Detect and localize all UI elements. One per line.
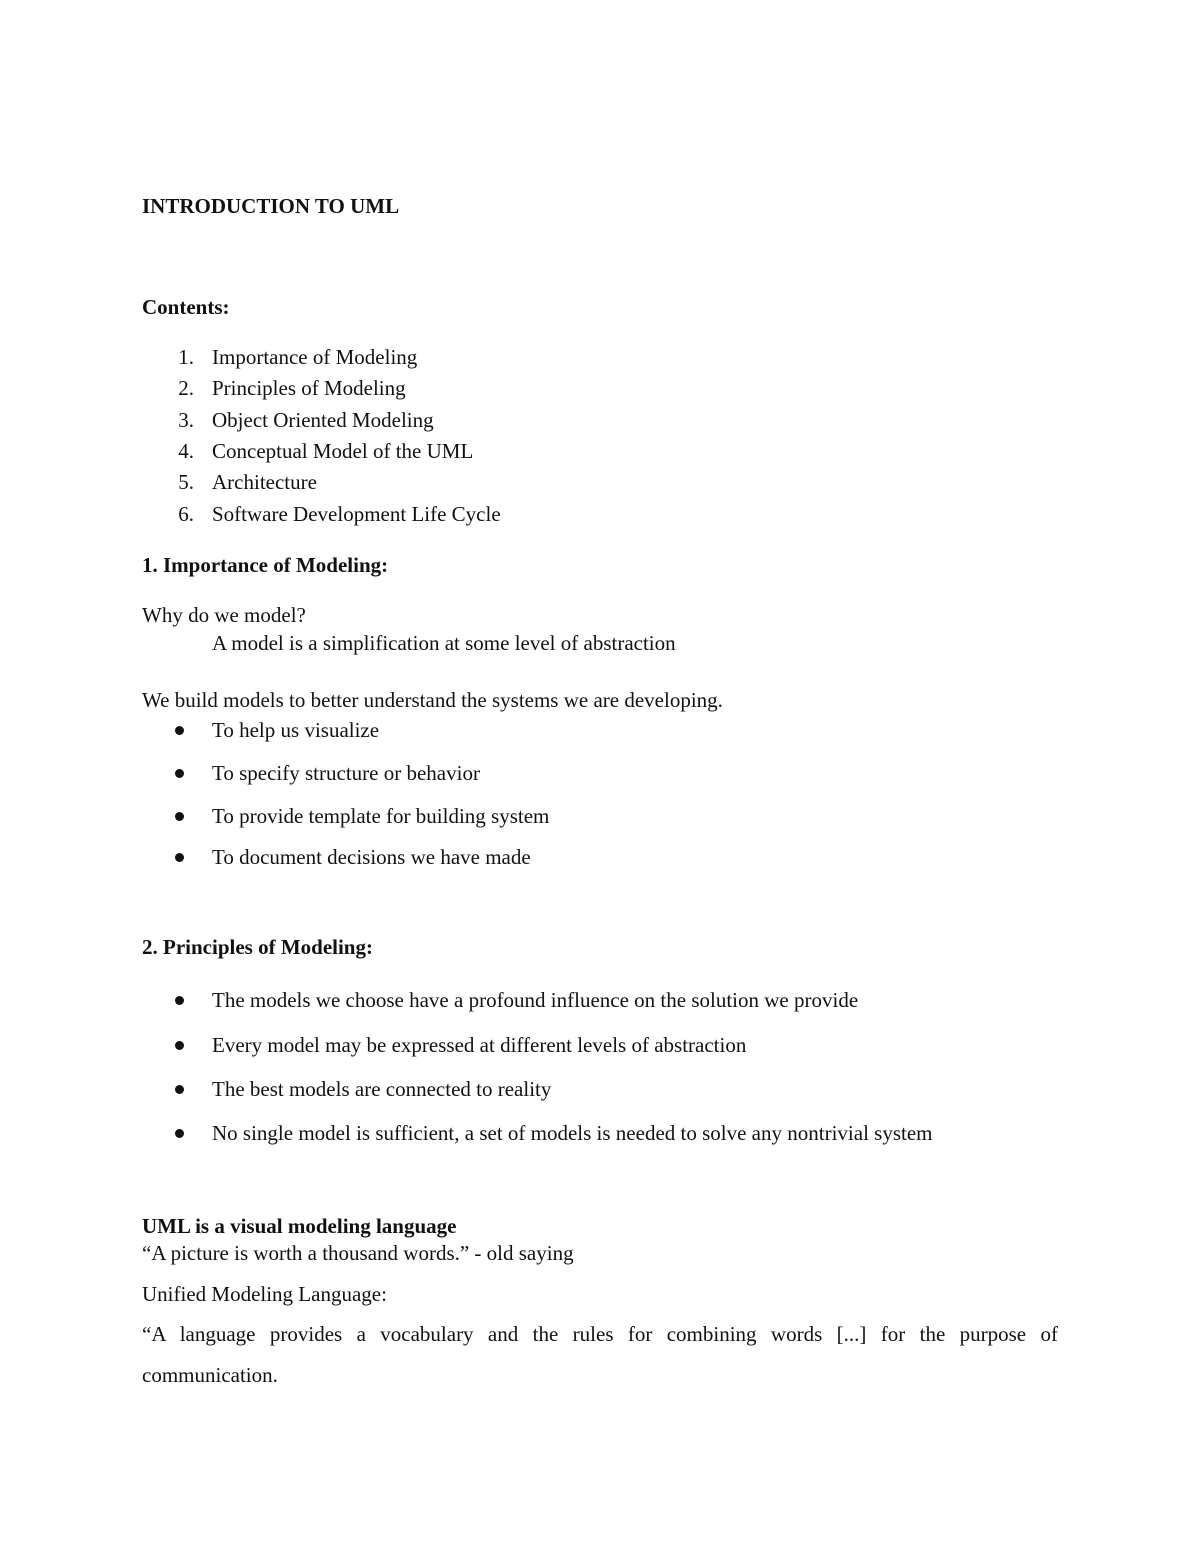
contents-item-label: Conceptual Model of the UML — [212, 439, 474, 463]
section1-question: Why do we model? — [142, 603, 306, 627]
contents-item-label: Architecture — [212, 470, 317, 494]
uml-heading: UML is a visual modeling language — [142, 1214, 457, 1238]
bullet-icon — [175, 1085, 184, 1094]
contents-heading: Contents: — [142, 295, 230, 319]
list-item-text: Every model may be expressed at different levels of abstraction — [212, 1033, 747, 1057]
contents-item-number: 5. — [178, 470, 194, 494]
uml-definition-line2: communication. — [142, 1363, 278, 1387]
document-title: INTRODUCTION TO UML — [142, 194, 400, 218]
contents-item-number: 6. — [178, 502, 194, 526]
contents-item-label: Software Development Life Cycle — [212, 502, 501, 526]
contents-item-number: 4. — [178, 439, 194, 463]
section1-intro: We build models to better understand the systems we are developing. — [142, 688, 723, 712]
contents-item-number: 1. — [178, 345, 194, 369]
bullet-icon — [175, 812, 184, 821]
section1-answer: A model is a simplification at some level of abstraction — [212, 631, 676, 655]
bullet-icon — [175, 726, 184, 735]
list-item-text: To document decisions we have made — [212, 845, 531, 869]
bullet-icon — [175, 1041, 184, 1050]
contents-item-number: 3. — [178, 408, 194, 432]
uml-name: Unified Modeling Language: — [142, 1282, 387, 1306]
contents-item-label: Principles of Modeling — [212, 376, 406, 400]
list-item-text: The models we choose have a profound influence on the solution we provide — [212, 988, 859, 1012]
uml-definition-line1: “A language provides a vocabulary and the rules for combining words [...] for the purpose of — [142, 1322, 1058, 1346]
contents-item-label: Object Oriented Modeling — [212, 408, 434, 432]
list-item-text: To specify structure or behavior — [212, 761, 480, 785]
list-item-text: The best models are connected to reality — [212, 1077, 552, 1101]
section2-heading: 2. Principles of Modeling: — [142, 935, 373, 959]
list-item-text: To provide template for building system — [212, 804, 550, 828]
contents-item-label: Importance of Modeling — [212, 345, 418, 369]
bullet-icon — [175, 769, 184, 778]
section1-heading: 1. Importance of Modeling: — [142, 553, 389, 577]
bullet-icon — [175, 996, 184, 1005]
uml-quote: “A picture is worth a thousand words.” - old saying — [142, 1241, 574, 1265]
bullet-icon — [175, 1129, 184, 1138]
list-item-text: To help us visualize — [212, 718, 380, 742]
bullet-icon — [175, 853, 184, 862]
contents-item-number: 2. — [178, 376, 194, 400]
list-item-text: No single model is sufficient, a set of models is needed to solve any nontrivial system — [212, 1121, 933, 1145]
